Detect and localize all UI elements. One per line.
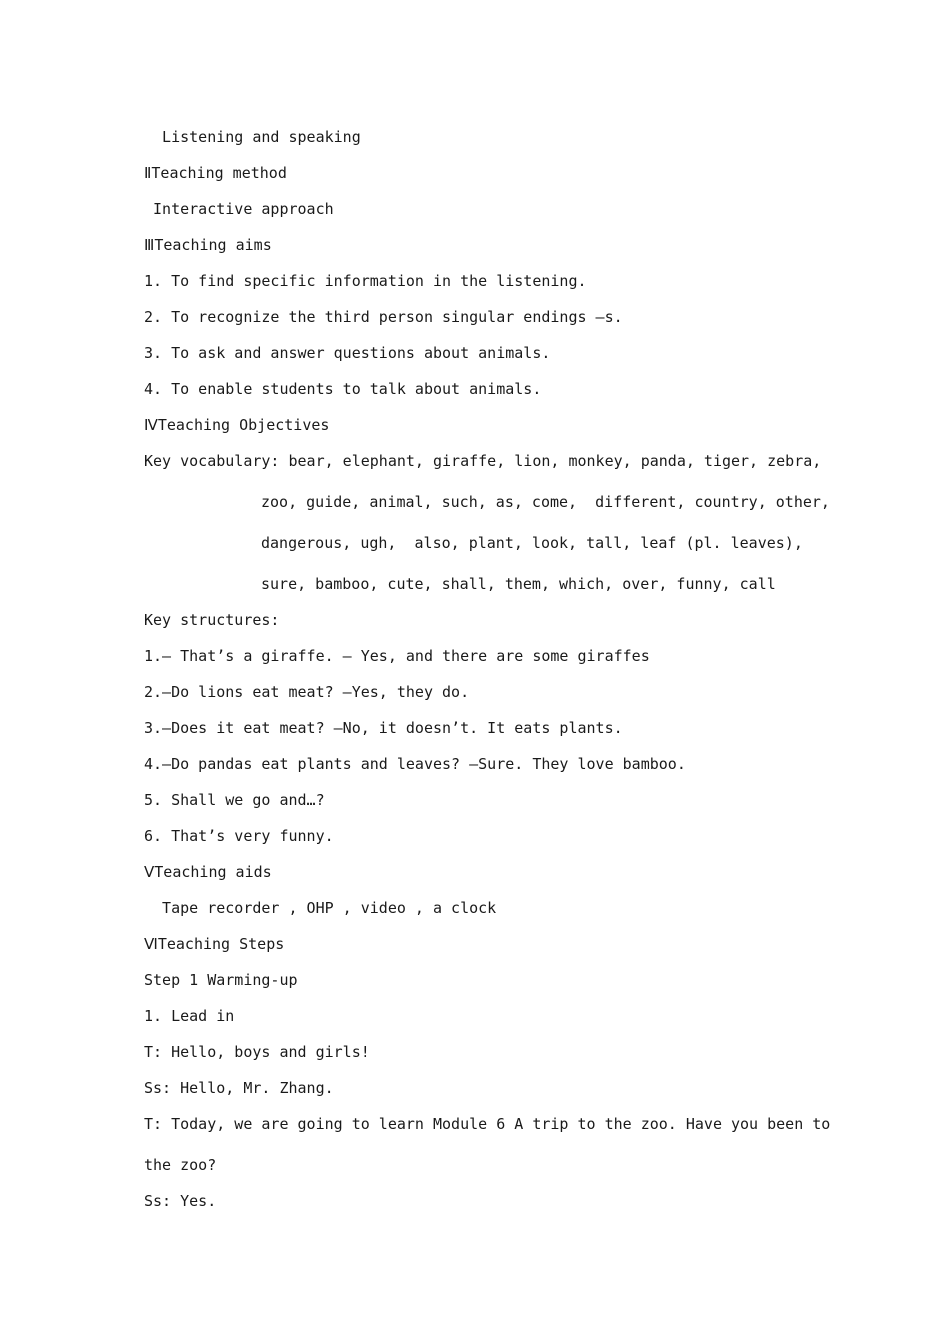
heading-teaching-aids: ⅤTeaching aids xyxy=(144,863,272,881)
text-teaching-aids: Tape recorder , OHP , video , a clock xyxy=(144,899,497,917)
step-item: 1. Lead in xyxy=(144,1007,235,1025)
dialogue-line: Ss: Hello, Mr. Zhang. xyxy=(144,1079,334,1097)
heading-teaching-method: ⅡTeaching method xyxy=(144,164,287,182)
vocabulary-line: zoo, guide, animal, such, as, come, different, country, other, xyxy=(261,493,830,511)
dialogue-line: T: Today, we are going to learn Module 6 A trip to the zoo. Have you been to xyxy=(144,1115,831,1133)
vocabulary-line: sure, bamboo, cute, shall, them, which, over, funny, call xyxy=(261,575,776,593)
aim-item: 4. To enable students to talk about animals. xyxy=(144,380,542,398)
text-interactive-approach: Interactive approach xyxy=(144,200,334,218)
dialogue-line: Ss: Yes. xyxy=(144,1192,217,1210)
step-heading: Step 1 Warming-up xyxy=(144,971,298,989)
aim-item: 3. To ask and answer questions about animals. xyxy=(144,344,551,362)
heading-key-structures: Key structures: xyxy=(144,611,280,629)
subtitle-listening-speaking: Listening and speaking xyxy=(144,128,361,146)
structure-item: 3.—Does it eat meat? —No, it doesn’t. It eats plants. xyxy=(144,719,623,737)
heading-teaching-objectives: ⅣTeaching Objectives xyxy=(144,416,330,434)
vocabulary-line: dangerous, ugh, also, plant, look, tall, leaf (pl. leaves), xyxy=(261,534,803,552)
dialogue-line: T: Hello, boys and girls! xyxy=(144,1043,370,1061)
heading-teaching-steps: ⅥTeaching Steps xyxy=(144,935,285,953)
structure-item: 2.—Do lions eat meat? —Yes, they do. xyxy=(144,683,470,701)
structure-item: 4.—Do pandas eat plants and leaves? —Sure. They love bamboo. xyxy=(144,755,686,773)
structure-item: 6. That’s very funny. xyxy=(144,827,334,845)
vocabulary-line: Key vocabulary: bear, elephant, giraffe, lion, monkey, panda, tiger, zebra, xyxy=(144,452,822,470)
aim-item: 1. To find specific information in the listening. xyxy=(144,272,587,290)
dialogue-line: the zoo? xyxy=(144,1156,217,1174)
structure-item: 5. Shall we go and…? xyxy=(144,791,325,809)
aim-item: 2. To recognize the third person singular endings –s. xyxy=(144,308,623,326)
structure-item: 1.— That’s a giraffe. — Yes, and there are some giraffes xyxy=(144,647,650,665)
heading-teaching-aims: ⅢTeaching aims xyxy=(144,236,272,254)
